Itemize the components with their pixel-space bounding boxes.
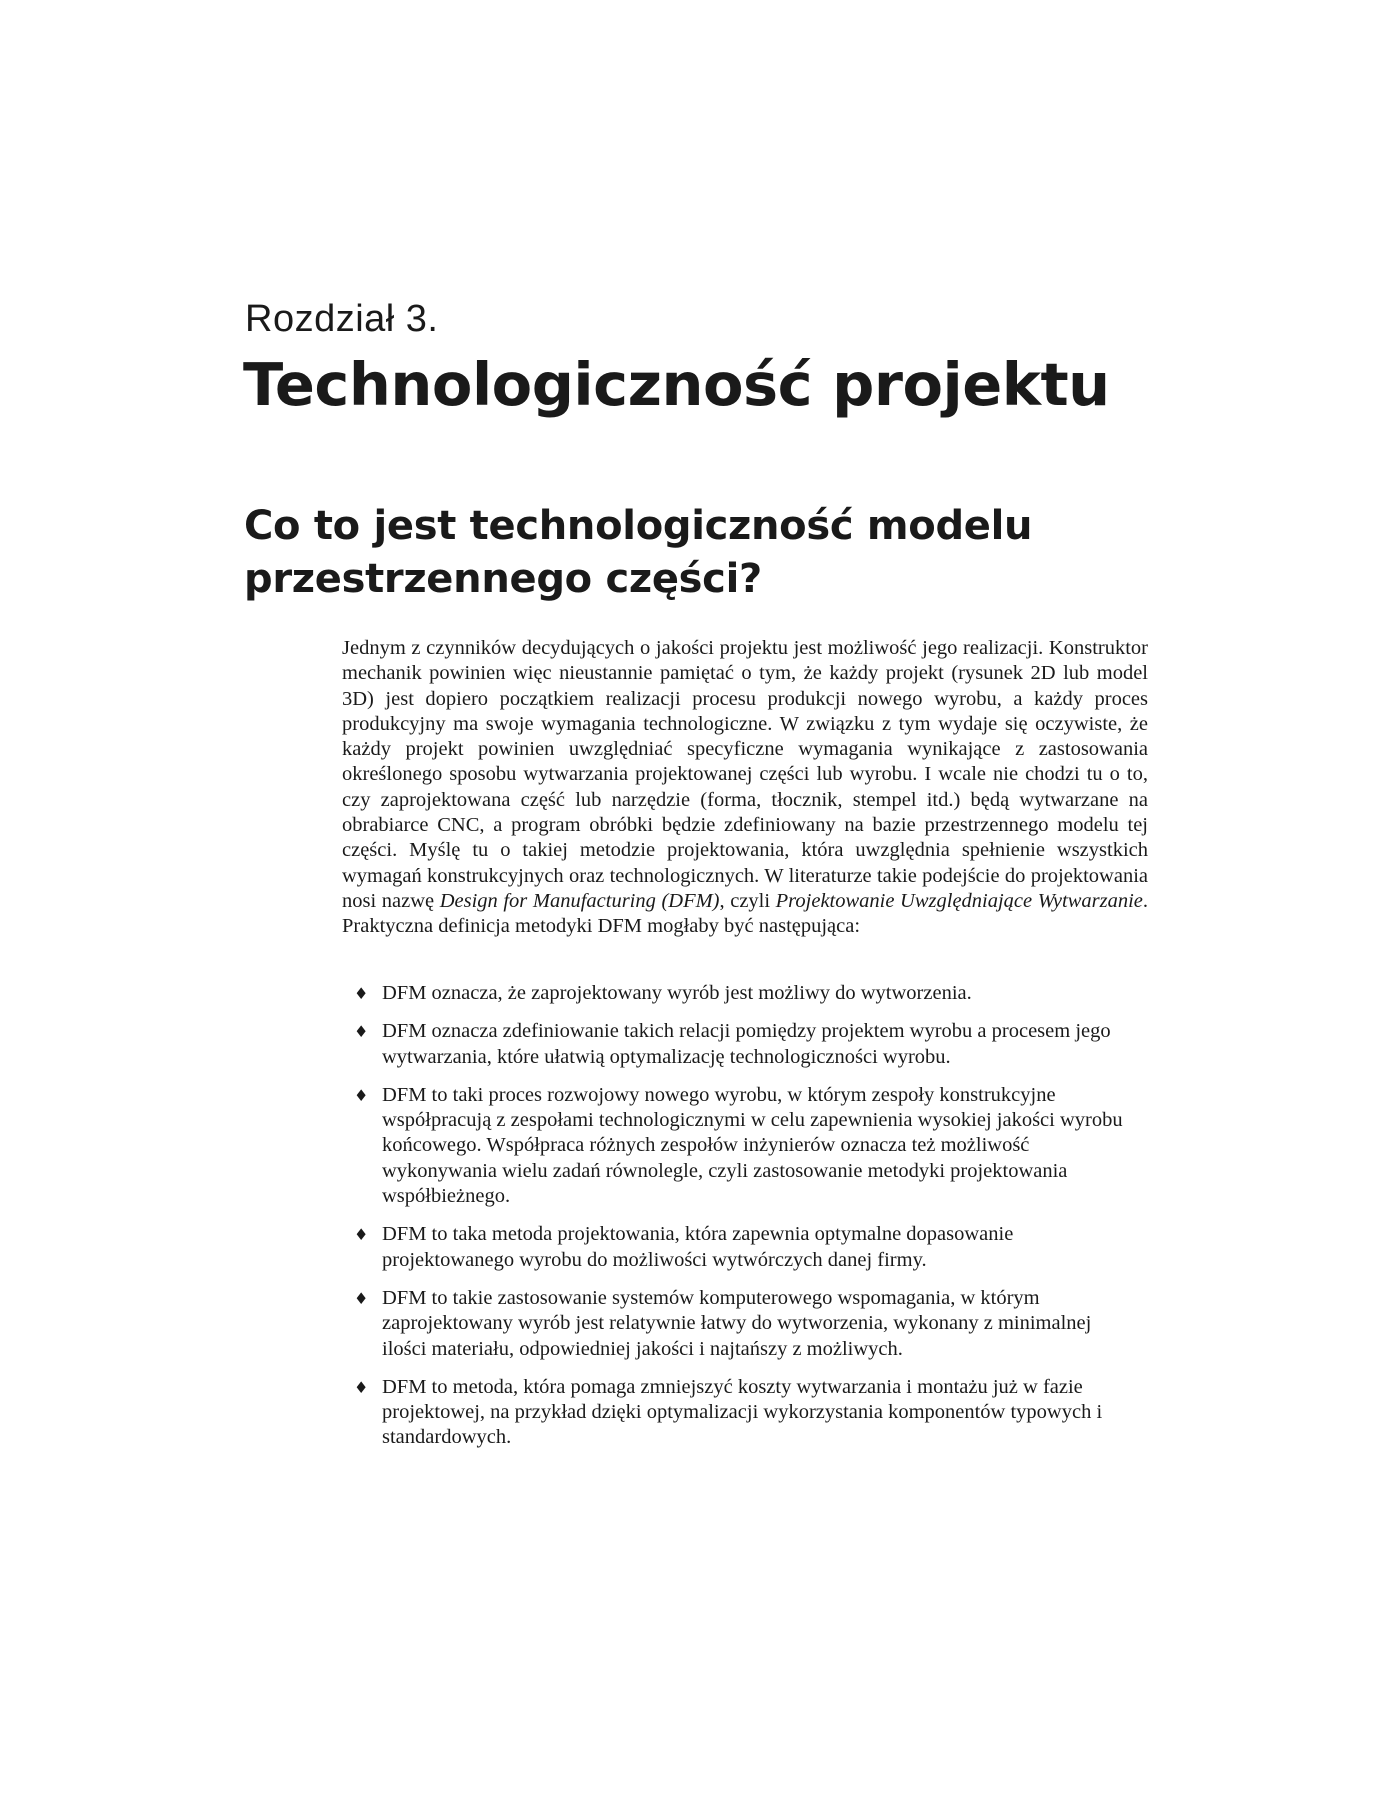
list-item-text: DFM to taki proces rozwojowy nowego wyrobu, w którym zespoły konstrukcyjne współpracują z zespołami technologicznymi w celu zapewnienia wysokiej jakości wyrobu końcowego. Współpraca różnych zespołów inżynierów oznacza też możliwość wykonywania wielu zadań równolegle, czyli zastosowanie metodyki projektowania współbieżnego. xyxy=(382,1083,1123,1208)
intro-paragraph xyxy=(342,636,1148,940)
section-title xyxy=(244,500,1124,606)
diamond-bullet-icon: ♦ xyxy=(354,1085,369,1105)
intro-text-after: . Praktyczna definicja metodyki DFM mogłaby być następująca: xyxy=(342,889,1148,938)
list-item-text: DFM to metoda, która pomaga zmniejszyć koszty wytwarzania i montażu już w fazie projektowej, na przykład dzięki optymalizacji wykorzystania komponentów typowych i standardowych. xyxy=(382,1375,1103,1449)
list-item-text: DFM to takie zastosowanie systemów komputerowego wspomagania, w którym zaprojektowany wyrób jest relatywnie łatwy do wytworzenia, wykonany z minimalnej ilości materiału, odpowiedniej jakości i najtańszy z możliwych. xyxy=(382,1286,1092,1360)
intro-text-before: Jednym z czynników decydujących o jakości projektu jest możliwość jego realizacji. Konstruktor mechanik powinien więc nieustannie pamiętać o tym, że każdy projekt (rysunek 2D lub model 3D) jest dopiero początkiem realizacji procesu produkcji nowego wyrobu, a każdy proces produkcyjny ma swoje wymagania technologiczne. W związku z tym wydaje się oczywiste, że każdy projekt powinien uwzględniać specyficzne wymagania wynikające z zastosowania określonego sposobu wytwarzania projektowanej części lub wyrobu. I wcale nie chodzi tu o to, czy zaprojektowana część lub narzędzie (forma, tłocznik, stempel itd.) będą wytwarzane na obrabiarce CNC, a program obróbki będzie zdefiniowany na bazie przestrzennego modelu tej części. Myślę tu o takiej metodzie projektowania, która uwzględnia spełnienie wszystkich wymagań konstrukcyjnych oraz technologicznych. W literaturze takie podejście do projektowania nosi nazwę xyxy=(342,637,1148,912)
diamond-bullet-icon: ♦ xyxy=(354,1288,369,1308)
diamond-bullet-icon: ♦ xyxy=(354,1022,369,1042)
diamond-bullet-icon: ♦ xyxy=(354,1225,369,1245)
section-title-line-1: Co to jest technologiczność modelu xyxy=(244,503,1033,549)
chapter-title: Technologiczność projektu xyxy=(243,350,1110,419)
list-item-text: DFM to taka metoda projektowania, która zapewnia optymalne dopasowanie projektowanego wyrobu do możliwości wytwórczych danej firmy. xyxy=(382,1223,1014,1271)
list-item xyxy=(352,1222,1132,1273)
list-item xyxy=(352,1286,1132,1362)
list-item xyxy=(352,1375,1132,1451)
list-item-text: DFM oznacza zdefiniowanie takich relacji pomiędzy projektem wyrobu a procesem jego wytwarzania, które ułatwią optymalizację technologiczności wyrobu. xyxy=(382,1020,1111,1068)
intro-italic-term-2: Projektowanie Uwzględniające Wytwarzanie xyxy=(775,889,1143,912)
section-title-line-2: przestrzennego części? xyxy=(244,556,762,602)
diamond-bullet-icon: ♦ xyxy=(354,1377,369,1397)
chapter-label: Rozdział 3. xyxy=(245,298,439,340)
list-item-text: DFM oznacza, że zaprojektowany wyrób jest możliwy do wytworzenia. xyxy=(382,982,972,1004)
list-item xyxy=(352,1019,1132,1070)
list-item xyxy=(352,1083,1132,1209)
list-item xyxy=(352,981,1132,1006)
dfm-definition-list xyxy=(352,981,1132,1464)
intro-text-middle: , czyli xyxy=(719,889,776,912)
diamond-bullet-icon: ♦ xyxy=(354,984,369,1003)
intro-italic-term-1: Design for Manufacturing (DFM) xyxy=(439,889,720,912)
